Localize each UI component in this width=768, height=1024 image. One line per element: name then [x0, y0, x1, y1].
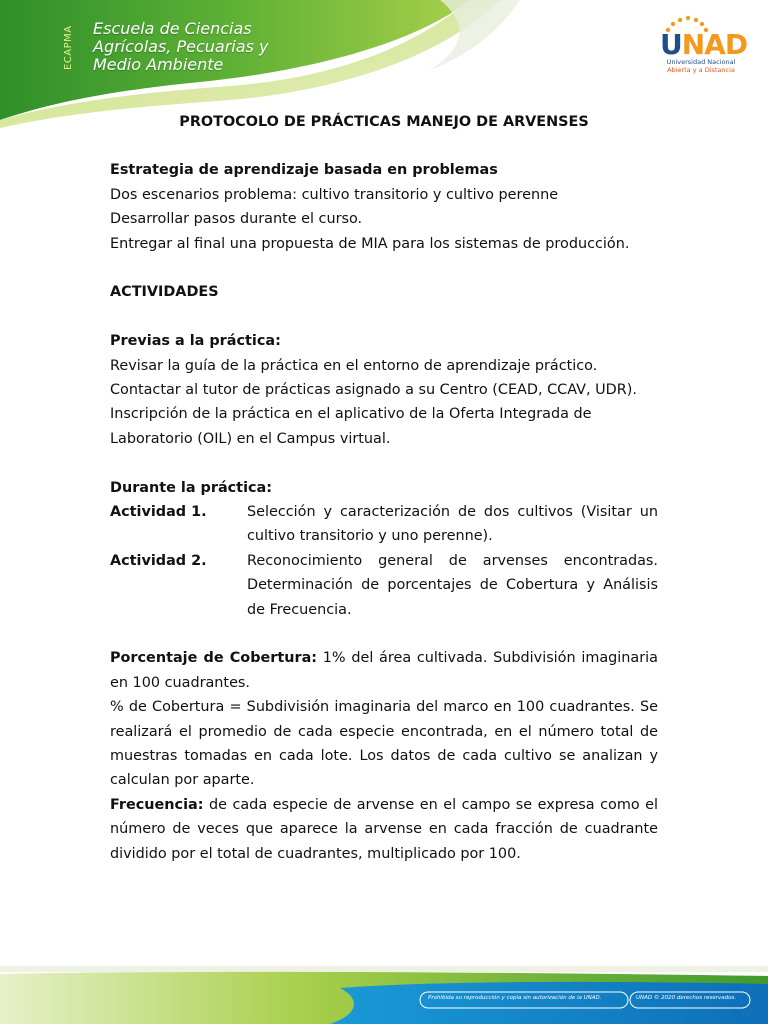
activity-label: Actividad 1.: [110, 504, 207, 521]
document-title: PROTOCOLO DE PRÁCTICAS MANEJO DE ARVENSES: [179, 114, 589, 130]
cobertura-paragraph: [110, 646, 658, 695]
activity-row: [110, 549, 658, 622]
cobertura-label: Porcentaje de Cobertura:: [110, 650, 318, 667]
ecapma-label: ECAPMA: [63, 25, 74, 71]
footer-copy-notice: Prohibida su reproducción y copia sin autorización de la UNAD.: [428, 995, 602, 1001]
school-name: [93, 20, 268, 74]
document-body: [110, 110, 658, 866]
frecuencia-paragraph: [110, 793, 658, 866]
previas-line: Inscripción de la práctica en el aplicativo de la Oferta Integrada de Laboratorio (OIL) en el Campus virtual.: [110, 406, 592, 447]
logo-wordmark: UNAD: [660, 28, 748, 61]
school-name-line-2: Agrícolas, Pecuarias y: [93, 37, 269, 56]
cobertura-formula: % de Cobertura = Subdivisión imaginaria del marco en 100 cuadrantes. Se realizará el promedio de cada especie encontrada, en el número total de muestras tomadas en cada lote. Los datos de cada cultivo se analizan y calculan por aparte.: [110, 699, 658, 789]
activity-text: Reconocimiento general de arvenses encontradas. Determinación de porcentajes de Cobertura y Análisis de Frecuencia.: [247, 552, 658, 618]
logo-subtitle-1: Universidad Nacional: [666, 58, 736, 66]
strategy-heading: Estrategia de aprendizaje basada en problemas: [110, 162, 498, 179]
previas-line: Contactar al tutor de prácticas asignado a su Centro (CEAD, CCAV, UDR).: [110, 382, 637, 399]
strategy-line: Desarrollar pasos durante el curso.: [110, 211, 363, 228]
activity-text: Selección y caracterización de dos cultivos (Visitar un cultivo transitorio y uno perenne).: [247, 504, 658, 545]
activities-heading: ACTIVIDADES: [110, 284, 219, 301]
logo-subtitle-2: Abierta y a Distancia: [667, 66, 735, 74]
page-footer: [0, 966, 768, 1024]
footer-rights-notice: UNAD © 2020 derechos reservados.: [636, 995, 737, 1001]
durante-heading: Durante la práctica:: [110, 479, 272, 496]
strategy-line: Dos escenarios problema: cultivo transitorio y cultivo perenne: [110, 186, 559, 203]
previas-line: Revisar la guía de la práctica en el entorno de aprendizaje práctico.: [110, 357, 598, 374]
frecuencia-label: Frecuencia:: [110, 796, 204, 813]
strategy-line: Entregar al final una propuesta de MIA para los sistemas de producción.: [110, 235, 630, 252]
school-name-line-3: Medio Ambiente: [93, 55, 224, 74]
unad-logo: [660, 18, 748, 80]
previas-heading: Previas a la práctica:: [110, 333, 281, 350]
frecuencia-text: de cada especie de arvense en el campo se expresa como el número de veces que aparece la arvense en cada fracción de cuadrante dividido por el total de cuadrantes, multiplicado por 100.: [110, 796, 658, 862]
school-name-line-1: Escuela de Ciencias: [93, 19, 252, 38]
activity-label: Actividad 2.: [110, 552, 207, 569]
activity-row: [110, 500, 658, 549]
cobertura-text: 1% del área cultivada. Subdivisión imaginaria en 100 cuadrantes.: [110, 650, 658, 691]
